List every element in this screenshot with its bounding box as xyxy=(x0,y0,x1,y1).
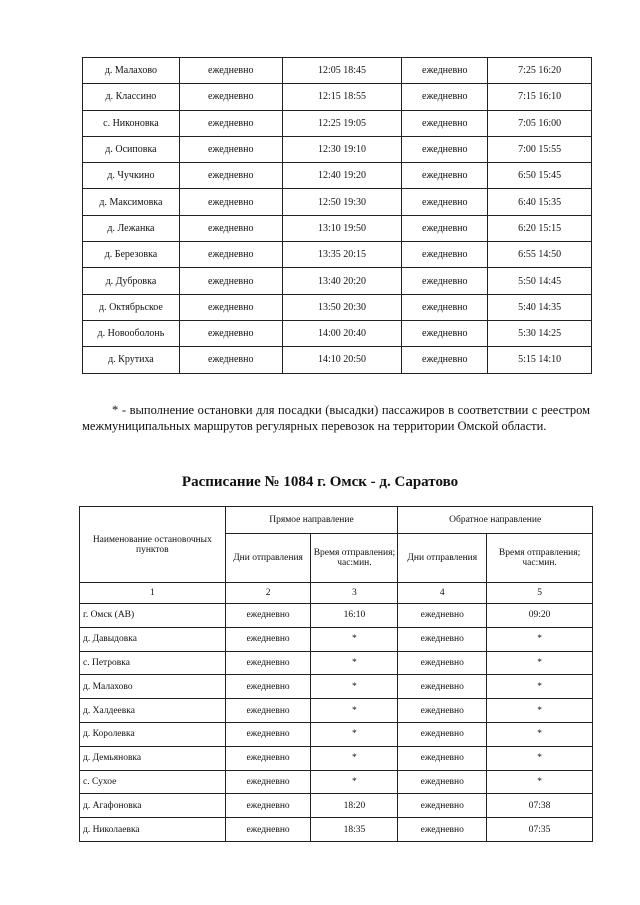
schedule-cell: 07:35 xyxy=(487,818,593,842)
schedule-cell: ежедневно xyxy=(398,818,487,842)
schedule-cell: ежедневно xyxy=(402,347,488,373)
schedule-cell: 12:40 19:20 xyxy=(282,163,402,189)
schedule-cell: ежедневно xyxy=(225,818,311,842)
stop-name-cell: д. Дубровка xyxy=(83,268,180,294)
schedule-cell: * xyxy=(311,627,398,651)
schedule-cell: ежедневно xyxy=(398,699,487,723)
schedule-cell: ежедневно xyxy=(398,651,487,675)
schedule-cell: ежедневно xyxy=(398,722,487,746)
schedule-cell: 12:15 18:55 xyxy=(282,84,402,110)
stop-name-cell: д. Демьяновка xyxy=(80,746,226,770)
schedule-cell: ежедневно xyxy=(402,242,488,268)
table-row xyxy=(80,627,593,651)
schedule-cell: ежедневно xyxy=(398,675,487,699)
schedule-cell: ежедневно xyxy=(225,675,311,699)
schedule-cell: 12:05 18:45 xyxy=(282,58,402,84)
stop-name-cell: д. Новооболонь xyxy=(83,320,180,346)
schedule-cell: ежедневно xyxy=(179,84,282,110)
schedule-cell: ежедневно xyxy=(179,110,282,136)
table-row xyxy=(83,163,592,189)
header-backward: Обратное направление xyxy=(398,507,593,534)
stop-name-cell: д. Николаевка xyxy=(80,818,226,842)
header-days-forward: Дни отправления xyxy=(225,534,311,583)
schedule-cell: 12:30 19:10 xyxy=(282,136,402,162)
table-row xyxy=(83,347,592,373)
table-row xyxy=(80,746,593,770)
table-row xyxy=(83,58,592,84)
schedule-cell: 7:15 16:10 xyxy=(488,84,592,110)
stop-name-cell: д. Березовка xyxy=(83,242,180,268)
schedule-cell: 7:05 16:00 xyxy=(488,110,592,136)
stop-name-cell: д. Максимовка xyxy=(83,189,180,215)
footnote: * - выполнение остановки для посадки (высадки) пассажиров в соответствии с реестром межмуниципальных маршрутов регулярных перевозок на территории Омской области. xyxy=(82,403,590,433)
column-number: 3 xyxy=(311,583,398,604)
table-row xyxy=(80,770,593,794)
schedule-cell: 7:00 15:55 xyxy=(488,136,592,162)
stop-name-cell: д. Давыдовка xyxy=(80,627,226,651)
schedule-cell: * xyxy=(487,699,593,723)
stop-name-cell: с. Петровка xyxy=(80,651,226,675)
schedule-cell: ежедневно xyxy=(225,794,311,818)
schedule-cell: 5:15 14:10 xyxy=(488,347,592,373)
table-row xyxy=(83,136,592,162)
schedule-cell: ежедневно xyxy=(402,84,488,110)
schedule-cell: ежедневно xyxy=(402,163,488,189)
schedule-cell: ежедневно xyxy=(179,320,282,346)
schedule-cell: ежедневно xyxy=(179,294,282,320)
stop-name-cell: д. Осиповка xyxy=(83,136,180,162)
stop-name-cell: с. Никоновка xyxy=(83,110,180,136)
table-row xyxy=(83,110,592,136)
stop-name-cell: д. Королевка xyxy=(80,722,226,746)
schedule-cell: * xyxy=(311,770,398,794)
stop-name-cell: д. Чучкино xyxy=(83,163,180,189)
stop-name-cell: д. Агафоновка xyxy=(80,794,226,818)
schedule-cell: ежедневно xyxy=(179,215,282,241)
schedule-cell: * xyxy=(487,722,593,746)
schedule-cell: ежедневно xyxy=(225,604,311,628)
header-stop-name: Наименование остановочных пунктов xyxy=(80,507,226,583)
table-row xyxy=(83,294,592,320)
schedule-cell: * xyxy=(487,627,593,651)
schedule-cell: ежедневно xyxy=(398,770,487,794)
schedule-cell: ежедневно xyxy=(225,770,311,794)
schedule-cell: * xyxy=(487,770,593,794)
schedule-cell: ежедневно xyxy=(179,136,282,162)
stop-name-cell: д. Малахово xyxy=(80,675,226,699)
schedule-table-continued xyxy=(82,57,592,374)
schedule-cell: 7:25 16:20 xyxy=(488,58,592,84)
schedule-cell: 12:25 19:05 xyxy=(282,110,402,136)
stop-name-cell: д. Классино xyxy=(83,84,180,110)
table-row xyxy=(80,699,593,723)
schedule-cell: 5:50 14:45 xyxy=(488,268,592,294)
header-time-backward: Время отправления; час:мин. xyxy=(487,534,593,583)
schedule-cell: * xyxy=(487,651,593,675)
schedule-cell: ежедневно xyxy=(179,58,282,84)
schedule-cell: 13:50 20:30 xyxy=(282,294,402,320)
schedule-cell: * xyxy=(311,675,398,699)
column-number: 4 xyxy=(398,583,487,604)
schedule-cell: ежедневно xyxy=(179,189,282,215)
table-row xyxy=(80,818,593,842)
table-row xyxy=(83,84,592,110)
schedule-title: Расписание № 1084 г. Омск - д. Саратово xyxy=(181,474,459,490)
schedule-cell: 18:35 xyxy=(311,818,398,842)
header-time-forward: Время отправления; час:мин. xyxy=(311,534,398,583)
stop-name-cell: д. Малахово xyxy=(83,58,180,84)
schedule-cell: * xyxy=(311,651,398,675)
schedule-cell: ежедневно xyxy=(179,163,282,189)
header-days-backward: Дни отправления xyxy=(398,534,487,583)
table-row xyxy=(83,320,592,346)
table-row xyxy=(83,268,592,294)
schedule-cell: ежедневно xyxy=(398,794,487,818)
header-forward: Прямое направление xyxy=(225,507,398,534)
schedule-cell: ежедневно xyxy=(179,347,282,373)
schedule-cell: 5:30 14:25 xyxy=(488,320,592,346)
schedule-cell: 13:10 19:50 xyxy=(282,215,402,241)
schedule-cell: * xyxy=(487,675,593,699)
table-row xyxy=(83,189,592,215)
schedule-cell: ежедневно xyxy=(402,110,488,136)
schedule-cell: 12:50 19:30 xyxy=(282,189,402,215)
schedule-cell: 18:20 xyxy=(311,794,398,818)
schedule-cell: * xyxy=(487,746,593,770)
schedule-cell: ежедневно xyxy=(402,320,488,346)
table-row xyxy=(80,651,593,675)
table-row xyxy=(80,794,593,818)
schedule-cell: 07:38 xyxy=(487,794,593,818)
table-row xyxy=(80,722,593,746)
schedule-cell: 13:35 20:15 xyxy=(282,242,402,268)
stop-name-cell: д. Октябрьское xyxy=(83,294,180,320)
schedule-cell: ежедневно xyxy=(402,294,488,320)
column-number: 1 xyxy=(80,583,226,604)
schedule-cell: ежедневно xyxy=(179,242,282,268)
schedule-cell: ежедневно xyxy=(402,268,488,294)
schedule-cell: 14:00 20:40 xyxy=(282,320,402,346)
schedule-cell: ежедневно xyxy=(225,627,311,651)
schedule-cell: ежедневно xyxy=(402,136,488,162)
schedule-cell: ежедневно xyxy=(398,604,487,628)
schedule-cell: ежедневно xyxy=(398,627,487,651)
schedule-cell: ежедневно xyxy=(225,746,311,770)
stop-name-cell: г. Омск (АВ) xyxy=(80,604,226,628)
schedule-cell: ежедневно xyxy=(402,189,488,215)
schedule-cell: * xyxy=(311,699,398,723)
schedule-cell: ежедневно xyxy=(398,746,487,770)
schedule-cell: 6:40 15:35 xyxy=(488,189,592,215)
schedule-cell: 16:10 xyxy=(311,604,398,628)
schedule-cell: ежедневно xyxy=(225,722,311,746)
schedule-cell: ежедневно xyxy=(402,58,488,84)
schedule-cell: * xyxy=(311,722,398,746)
schedule-cell: 5:40 14:35 xyxy=(488,294,592,320)
stop-name-cell: д. Халдеевка xyxy=(80,699,226,723)
schedule-cell: * xyxy=(311,746,398,770)
schedule-cell: 13:40 20:20 xyxy=(282,268,402,294)
schedule-cell: 14:10 20:50 xyxy=(282,347,402,373)
table-row xyxy=(83,215,592,241)
schedule-cell: 6:55 14:50 xyxy=(488,242,592,268)
schedule-cell: ежедневно xyxy=(225,651,311,675)
schedule-cell: ежедневно xyxy=(179,268,282,294)
schedule-cell: 09:20 xyxy=(487,604,593,628)
schedule-cell: ежедневно xyxy=(402,215,488,241)
column-number: 5 xyxy=(487,583,593,604)
schedule-cell: 6:50 15:45 xyxy=(488,163,592,189)
table-row xyxy=(80,675,593,699)
schedule-table-1084 xyxy=(79,506,593,842)
schedule-cell: ежедневно xyxy=(225,699,311,723)
stop-name-cell: д. Крутиха xyxy=(83,347,180,373)
stop-name-cell: д. Лежанка xyxy=(83,215,180,241)
column-number: 2 xyxy=(225,583,311,604)
stop-name-cell: с. Сухое xyxy=(80,770,226,794)
table-row xyxy=(83,242,592,268)
table-row xyxy=(80,604,593,628)
schedule-cell: 6:20 15:15 xyxy=(488,215,592,241)
